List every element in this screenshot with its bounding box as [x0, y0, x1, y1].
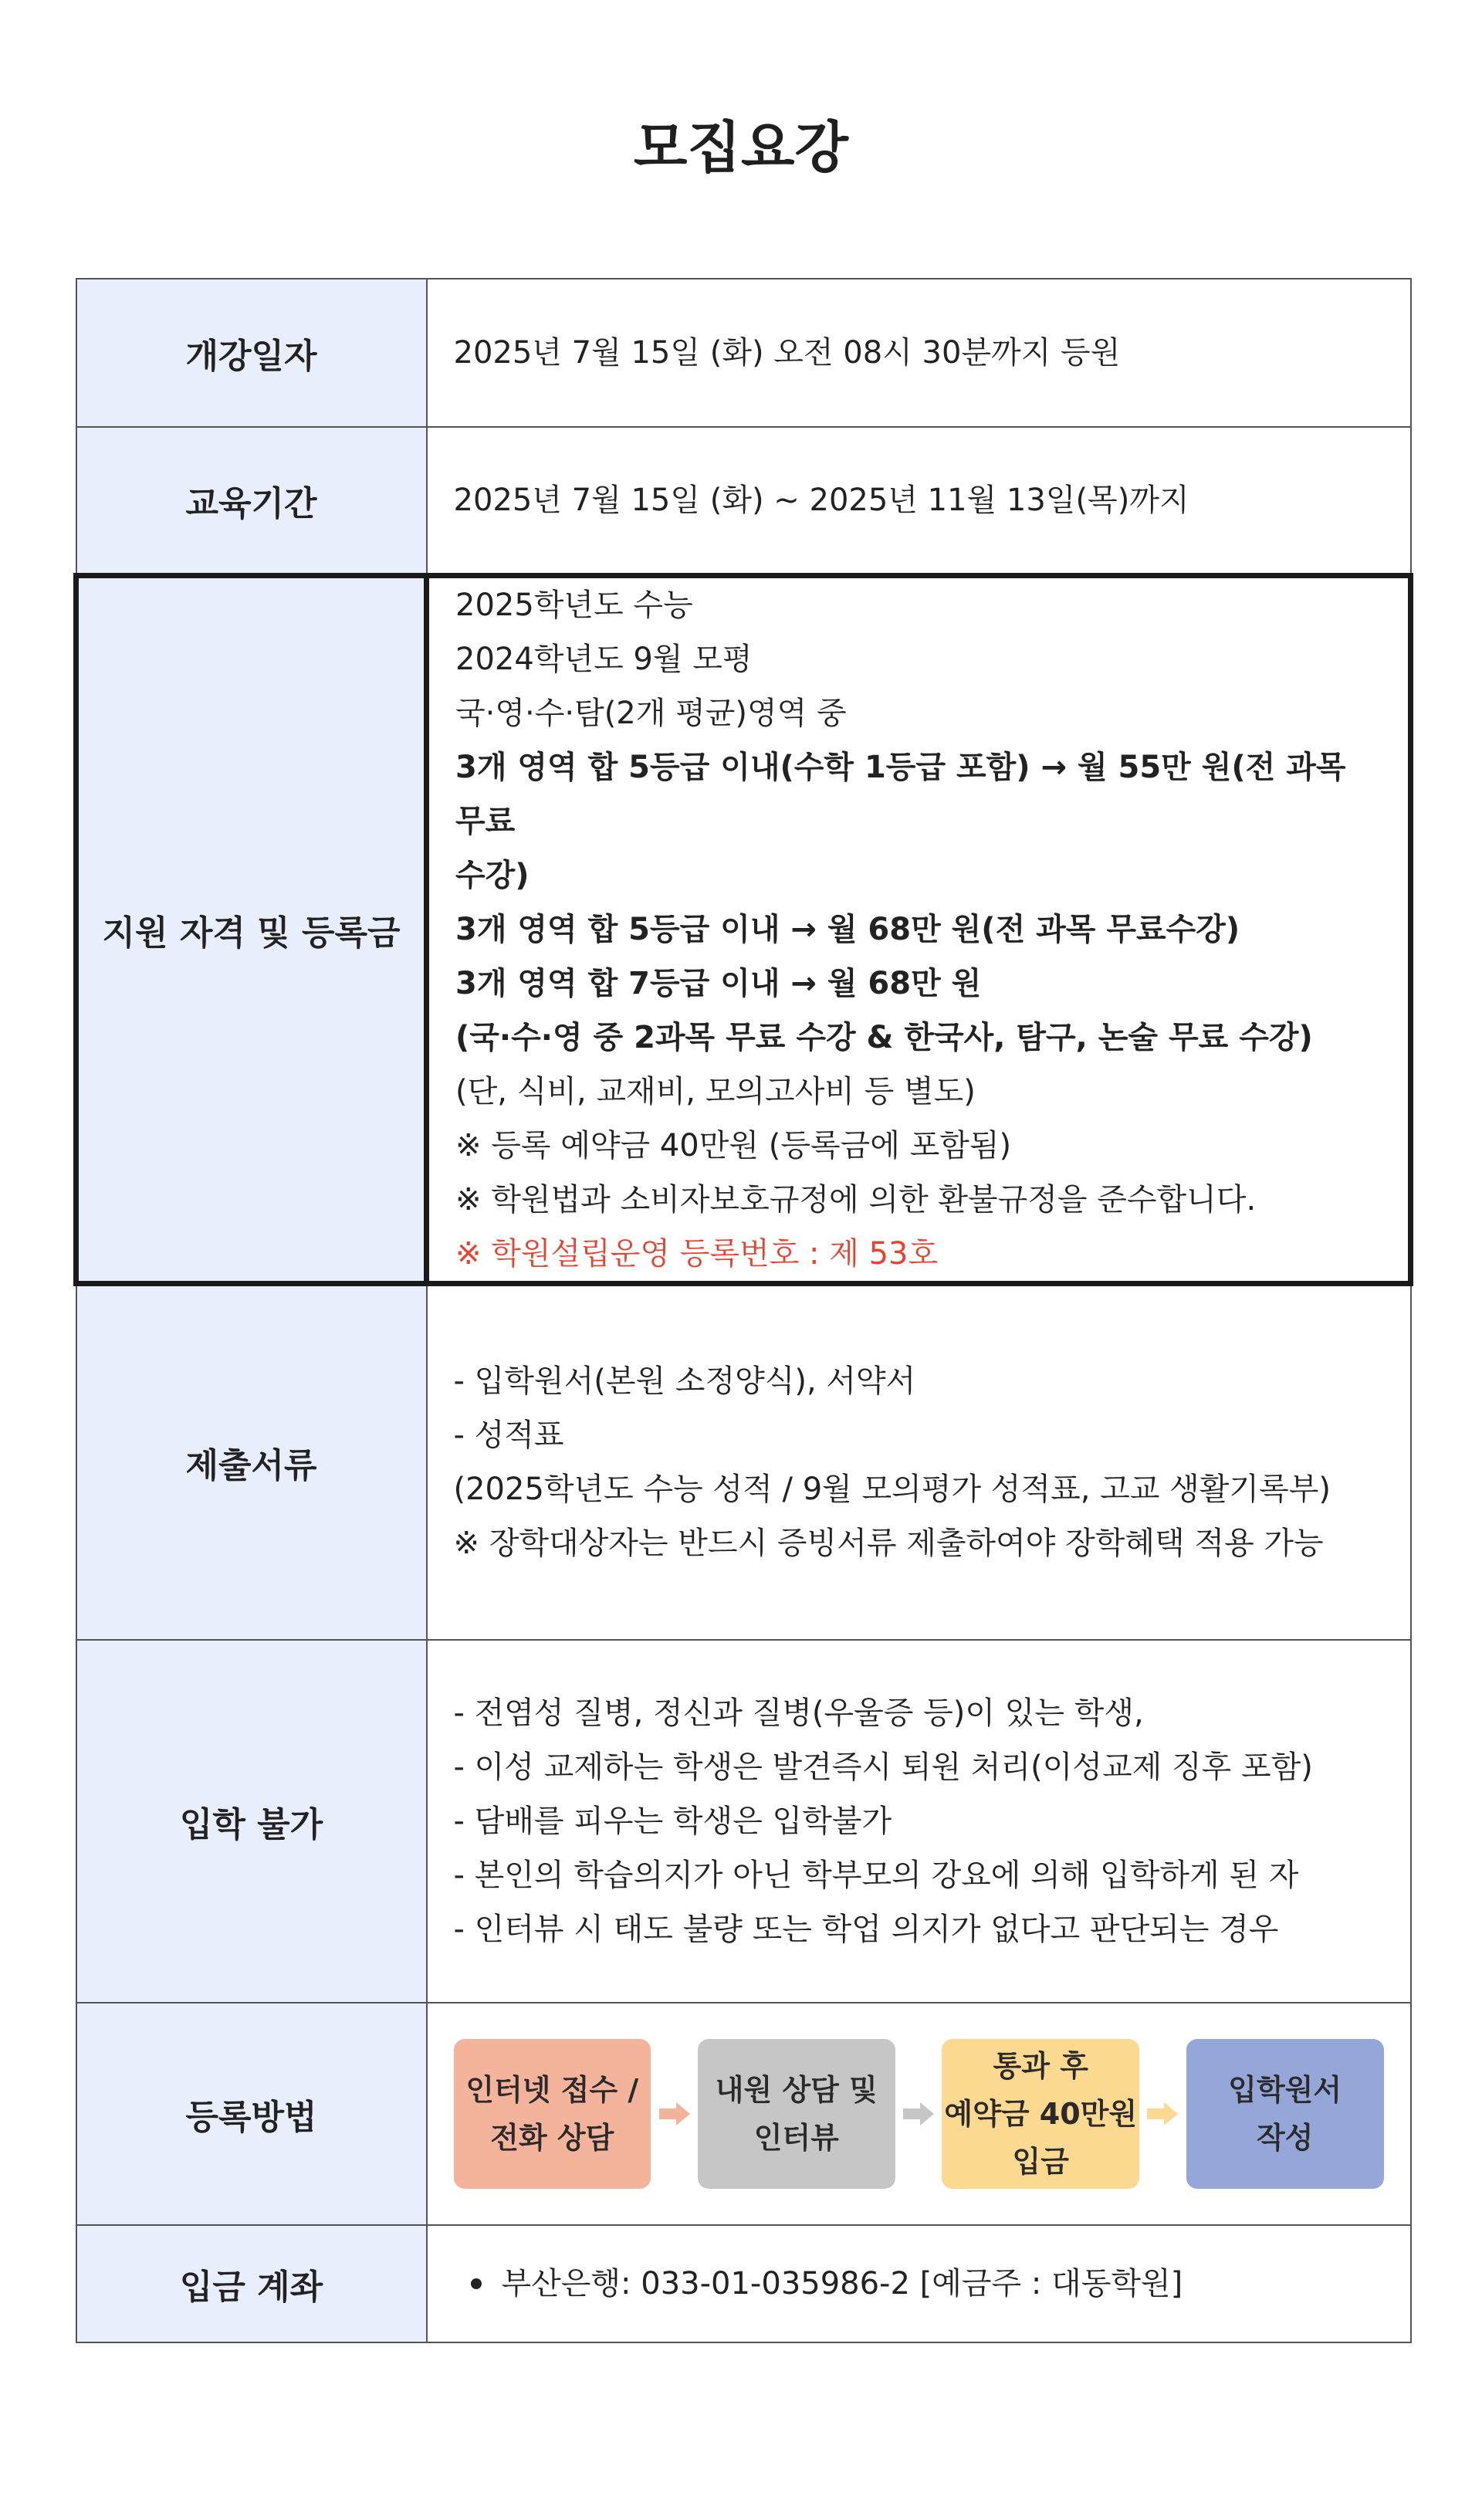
eligibility-line: 2025학년도 수능 [455, 587, 693, 623]
eligibility-line-bold: (국·수·영 중 2과목 무료 수강 & 한국사, 탐구, 논술 무료 수강) [455, 1019, 1313, 1055]
step-text: 입금 [1012, 2145, 1069, 2179]
eligibility-line: 2024학년도 9월 모평 [455, 641, 753, 677]
step-deposit [942, 2039, 1139, 2189]
step-text: 인터뷰 [753, 2121, 839, 2155]
step-visit-interview [698, 2039, 895, 2189]
documents-line: ※ 장학대상자는 반드시 증빙서류 제출하여야 장학혜택 적용 가능 [453, 1526, 1324, 1562]
label-method: 등록방법 [76, 2003, 427, 2225]
eligibility-line-bold: 3개 영역 합 5등급 이내 → 월 68만 원(전 과목 무료수강) [455, 911, 1240, 947]
arrow-right-icon [900, 2098, 938, 2129]
step-text: 통과 후 [993, 2049, 1088, 2083]
bullet-icon [471, 2278, 482, 2289]
label-documents: 제출서류 [76, 1283, 427, 1640]
eligibility-line-bold: 수강) [455, 857, 530, 893]
not-allowed-line: - 담배를 피우는 학생은 입학불가 [453, 1804, 892, 1839]
arrow-right-icon [655, 2098, 693, 2129]
not-allowed-line: - 본인의 학습의지가 아닌 학부모의 강요에 의해 입학하게 된 자 [453, 1858, 1299, 1893]
label-eligibility: 지원 자격 및 등록금 [76, 575, 427, 1283]
step-online-apply [454, 2039, 651, 2189]
documents-line: - 성적표 [453, 1418, 564, 1454]
bank-account-text: 부산은행: 033-01-035986-2 [예금주 : 대동학원] [501, 2266, 1183, 2302]
step-text: 작성 [1256, 2121, 1314, 2155]
step-text: 전화 상담 [490, 2121, 614, 2155]
not-allowed-line: - 전염성 질병, 정신과 질병(우울증 등)이 있는 학생, [453, 1695, 1144, 1731]
value-method [427, 2003, 1411, 2225]
label-account: 입금 계좌 [76, 2225, 427, 2342]
account-item [454, 2257, 1384, 2311]
not-allowed-line: - 이성 교제하는 학생은 발견즉시 퇴원 처리(이성교제 징후 포함) [453, 1749, 1313, 1785]
step-text: 내원 상담 및 [715, 2073, 878, 2107]
documents-line: - 입학원서(본원 소정양식), 서약서 [453, 1363, 916, 1400]
row-period [76, 427, 1411, 575]
row-opening-date [76, 279, 1411, 427]
documents-line: (2025학년도 수능 성적 / 9월 모의평가 성적표, 고교 생활기록부) [453, 1472, 1331, 1508]
step-text: 예약금 40만원 [944, 2097, 1138, 2131]
row-documents [76, 1283, 1411, 1640]
row-method [76, 2003, 1411, 2225]
not-allowed-line: - 인터뷰 시 태도 불량 또는 학업 의지가 없다고 판단되는 경우 [453, 1912, 1279, 1947]
eligibility-note: ※ 학원법과 소비자보호규정에 의한 환불규정을 준수합니다. [455, 1181, 1257, 1218]
eligibility-line: (단, 식비, 교재비, 모의고사비 등 별도) [455, 1073, 976, 1109]
registration-number-note: ※ 학원설립운영 등록번호 : 제 53호 [455, 1235, 939, 1272]
row-not-allowed [76, 1640, 1411, 2003]
value-opening-date: 2025년 7월 15일 (화) 오전 08시 30분까지 등원 [427, 279, 1411, 427]
value-documents [427, 1283, 1411, 1640]
value-account [427, 2225, 1411, 2342]
eligibility-line-bold: 3개 영역 합 5등급 이내(수학 1등급 포함) → 월 55만 원(전 과목 무료 [455, 749, 1346, 839]
value-not-allowed [427, 1640, 1411, 2003]
row-eligibility [76, 575, 1411, 1283]
label-not-allowed: 입학 불가 [76, 1640, 427, 2003]
step-text: 입학원서 [1228, 2073, 1342, 2107]
arrow-right-icon [1144, 2098, 1182, 2129]
label-period: 교육기간 [76, 427, 427, 575]
step-text: 인터넷 접수 / [465, 2073, 639, 2107]
eligibility-line: 국·영·수·탐(2개 평균)영역 중 [455, 695, 847, 731]
page-title: 모집요강 [633, 115, 849, 180]
value-period: 2025년 7월 15일 (화) ~ 2025년 11월 13일(목)까지 [427, 427, 1411, 575]
recruitment-table [73, 278, 1413, 2343]
label-opening-date: 개강일자 [76, 279, 427, 427]
step-application-form [1186, 2039, 1384, 2189]
row-account [76, 2225, 1411, 2342]
eligibility-line-bold: 3개 영역 합 7등급 이내 → 월 68만 원 [455, 965, 982, 1001]
registration-flow [454, 2039, 1384, 2189]
eligibility-note: ※ 등록 예약금 40만원 (등록금에 포함됨) [455, 1127, 1012, 1163]
value-eligibility [427, 575, 1411, 1283]
